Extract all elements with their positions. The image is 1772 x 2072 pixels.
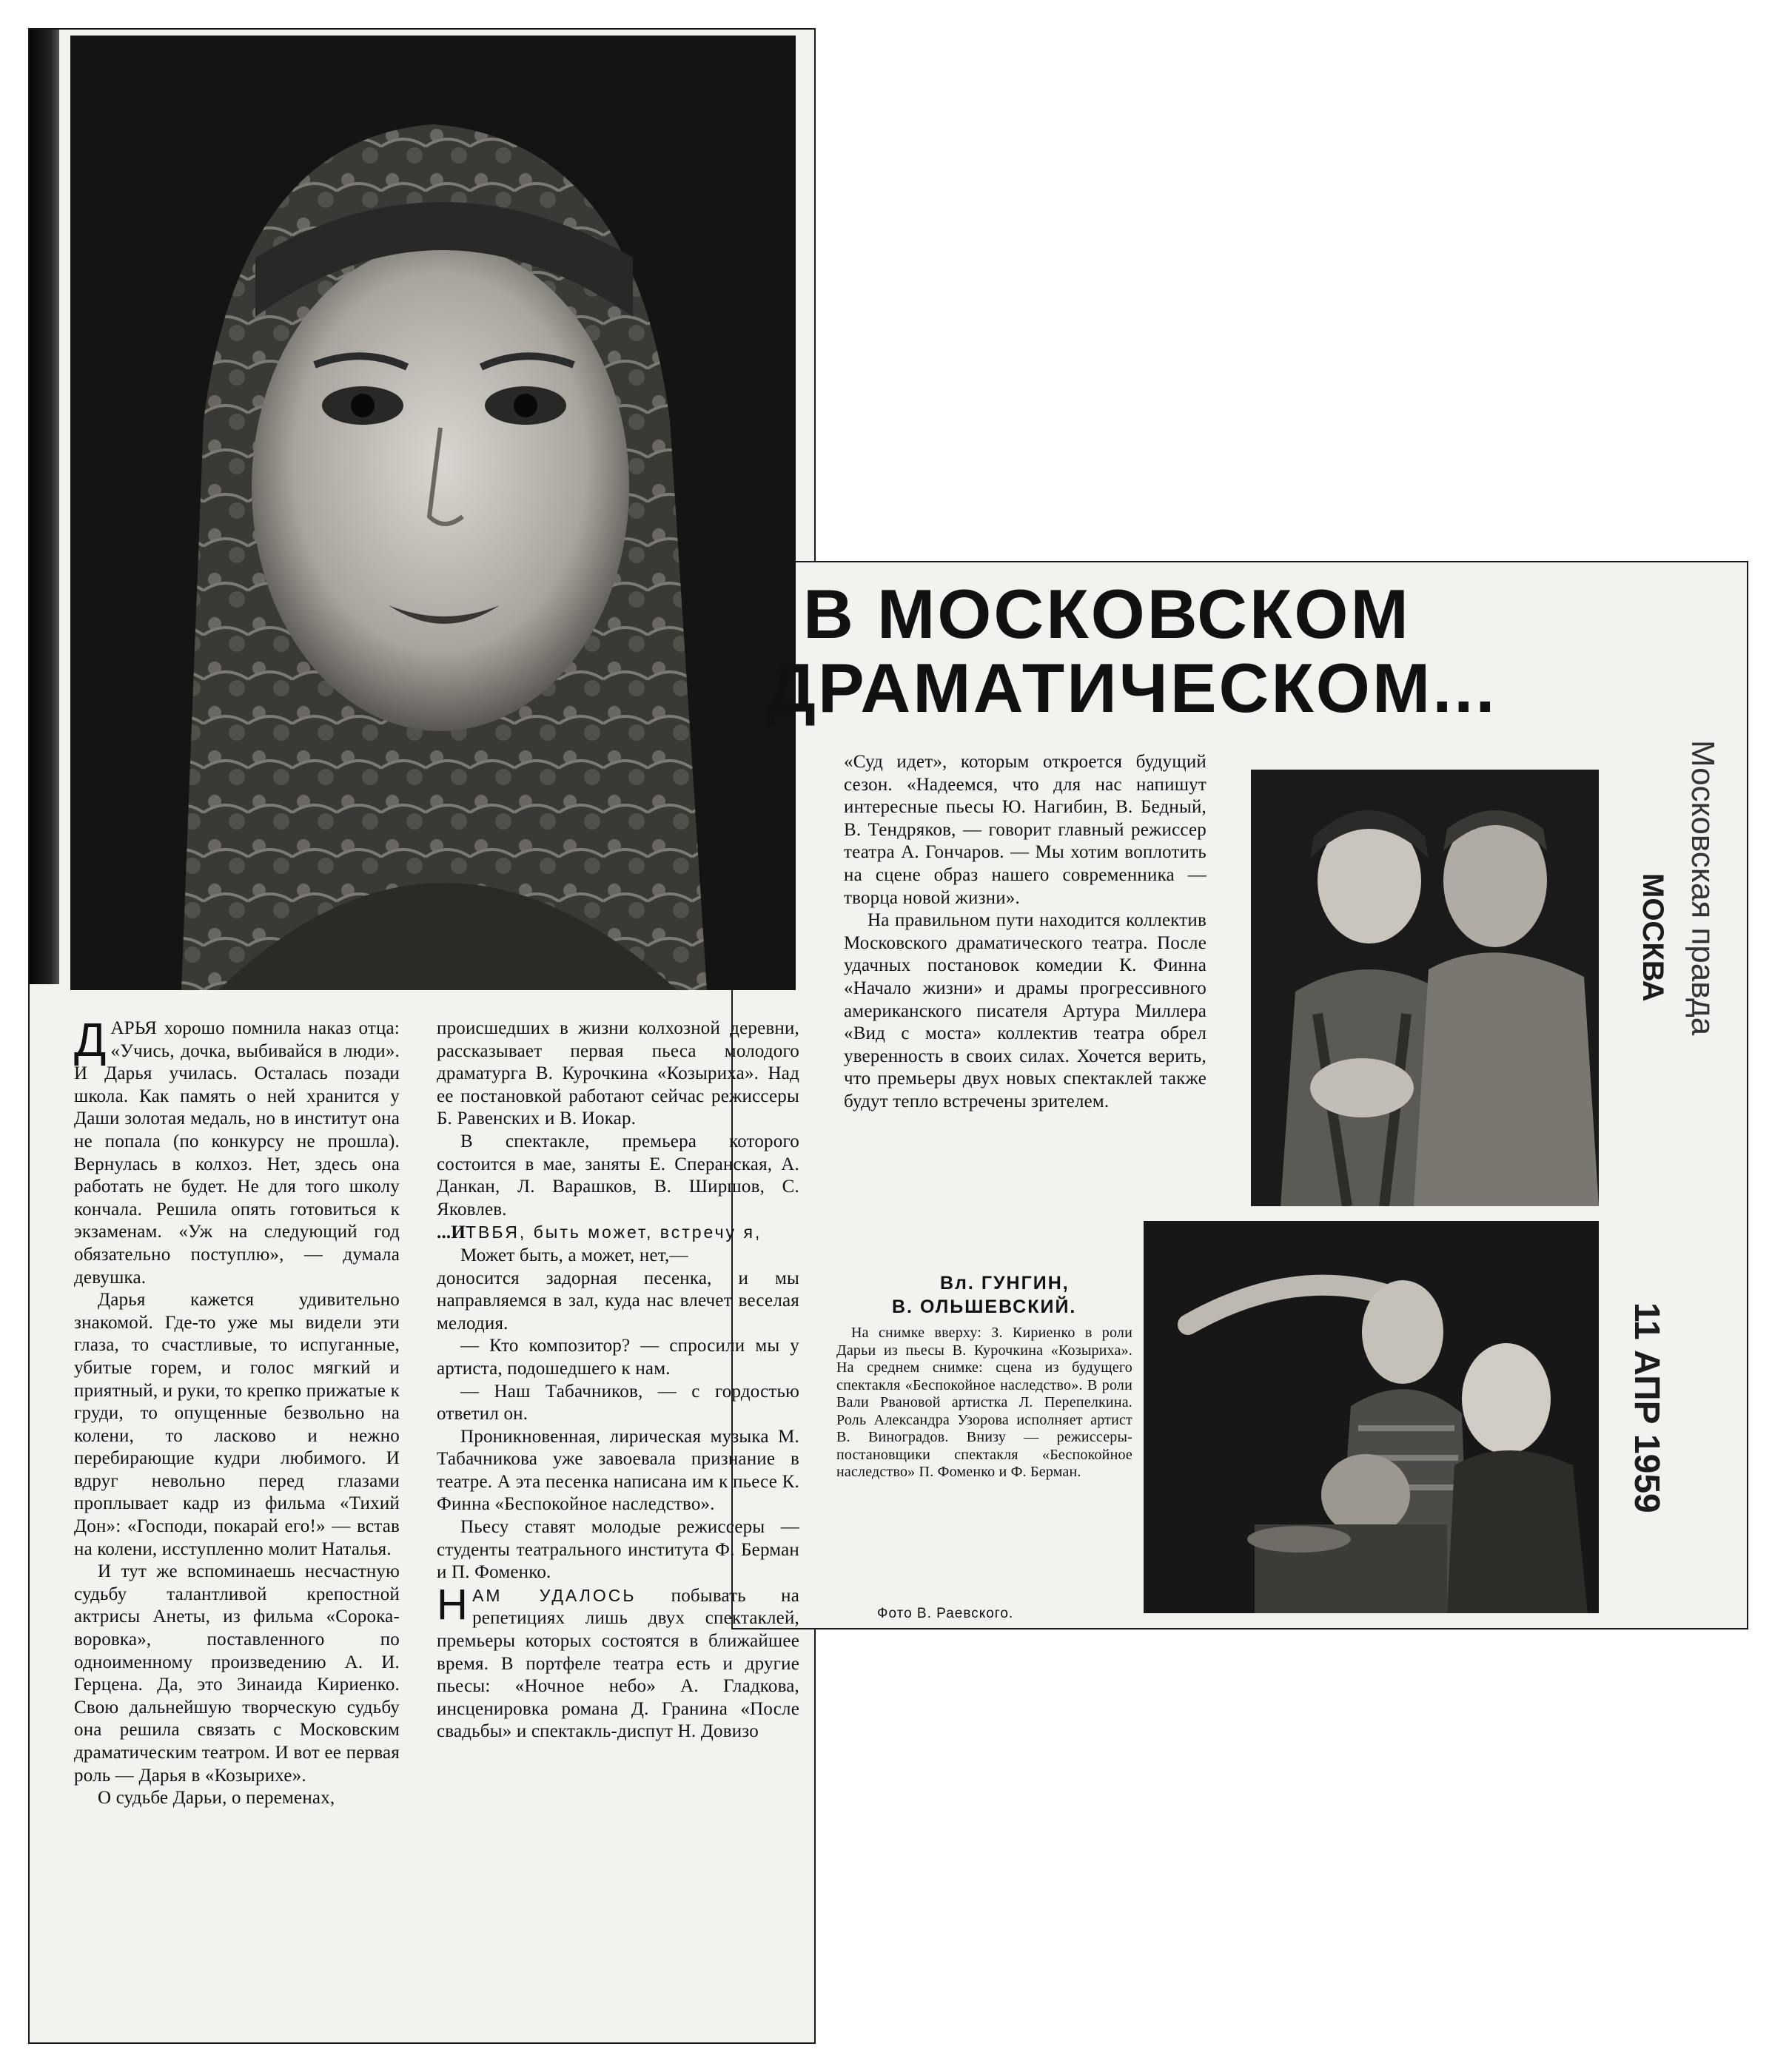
portrait-photo <box>70 36 796 990</box>
author-signature-2: В. ОЛЬШЕВСКИЙ. <box>892 1296 1077 1317</box>
scene-photo <box>1251 770 1599 1206</box>
photo-credit: Фото В. Раевского. <box>877 1606 1014 1621</box>
date-stamp: 11 АПР 1959 <box>1627 1302 1666 1513</box>
paragraph: побывать на репетициях лишь двух спектаклей, премьеры которых состоятся в ближайшее время. В портфеле театра есть и другие пьесы: «Ночное небо» А. Гладкова, инсценировка романа Д. Гранина «После свадьбы» и спектакль-диспут Н. Довизо <box>437 1585 799 1742</box>
paragraph: На правильном пути находится коллектив Московского драматического театра. После удачных постановок комедии К. Финна «Начало жизни» и драмы прогрессивного американского писателя Артура Миллера «Вид с моста» коллектив театра обрел уверенность в своих силах. Хочется верить, что премьеры двух новых спектаклей также будут тепло встречены зрителем. <box>844 910 1206 1111</box>
paragraph: Проникновенная, лирическая музыка М. Табачникова уже завоевала признание в театре. А эта песенка написана им к пьесе К. Финна «Беспокойное наследство». <box>437 1426 799 1515</box>
paragraph: О судьбе Дарьи, о переменах, <box>98 1788 335 1809</box>
drop-cap: Д <box>74 1013 107 1066</box>
paragraph: Пьесу ставят молодые режиссеры — студенты театрального института Ф. Берман и П. Фоменко. <box>437 1517 799 1583</box>
paragraph: Дарья кажется удивительно знакомой. Где-то уже мы видели эти глаза, то счастливые, то испуганные, убитые горем, и голос мягкий и приятный, и руки, то крепко прижатые к груди, то опущенные безвольно на колени, то ласково и нежно перебирающие кудри любимого. И вдруг невольно перед глазами проплывает кадр из фильма «Тихий Дон»: «Господи, покарай его!» — встав на колени, исступленно молит Наталья. <box>74 1290 400 1559</box>
paragraph: — Наш Табачников, — с гордостью ответил он. <box>437 1381 799 1424</box>
song-prefix: ...И <box>437 1222 466 1243</box>
paragraph: «Суд идет», которым откроется будущий сезон. «Надеемся, что для нас напишут интересные пьесы Ю. Нагибин, В. Бедный, В. Тендряков, — говорит главный режиссер театра А. Гончаров. — Мы хотим воплотить на сцене образ нашего современника — творца новой жизни». <box>844 752 1206 908</box>
paragraph: АРЬЯ хорошо помнила наказ отца: «Учись, дочка, выбивайся в люди». И Дарья училась. Осталась позади школа. Как память о ней хранится у Даши золотая медаль, но в институт она не попала (по конкурсу не прошла). Вернулась в колхоз. Нет, здесь она работать не будет. Не для того школу кончала. Решила опять готовиться к экзаменам. «Уж на следующий год обязательно поступлю», — думала девушка. <box>74 1018 400 1288</box>
paragraph: доносится задорная песенка, и мы направляемся в зал, куда нас влечет веселая мелодия. <box>437 1268 799 1333</box>
city-stamp: МОСКВА <box>1637 873 1669 1002</box>
paragraph: В спектакле, премьера которого состоится в мае, заняты Е. Сперанская, А. Данкан, Л. Варашков, В. Ширшов, С. Яковлев. <box>437 1131 799 1220</box>
newspaper-stamp: Московская правда <box>1685 740 1721 1036</box>
paragraph: — Кто композитор? — спросили мы у артиста, подошедшего к нам. <box>437 1336 799 1379</box>
article-column-3 <box>844 751 1206 1114</box>
scan-shadow-edge <box>30 30 59 984</box>
article-column-1 <box>74 1013 400 1810</box>
drop-cap: Н <box>437 1580 469 1629</box>
photo-caption <box>836 1325 1132 1481</box>
headline <box>766 577 1617 725</box>
paragraph: И тут же вспоминаешь несчастную судьбу талантливой крепостной актрисы Анеты, из фильма «Сорока-воровка», поставленного по одноименному произведению А. И. Герцена. Да, это Зинаида Кириенко. Свою дальнейшую творческую судьбу она решила связать с Московским драматическим театром. И вот ее первая роль — Дарья в «Козырихе». <box>74 1561 400 1786</box>
article-column-2 <box>437 1018 799 1743</box>
author-signature-1: Вл. ГУНГИН, <box>940 1273 1070 1294</box>
song-line: ТВБЯ, быть может, встречу я, <box>466 1222 762 1242</box>
song-line: Может быть, а может, нет,— <box>460 1245 688 1265</box>
directors-photo <box>1144 1221 1599 1613</box>
lead-in: АМ УДАЛОСЬ <box>472 1585 637 1605</box>
headline-line-2: ДРАМАТИЧЕСКОМ... <box>766 649 1497 727</box>
caption-text: На снимке вверху: З. Кириенко в роли Дарьи из пьесы В. Курочкина «Козыриха». На среднем снимке: сцена из будущего спектакля «Беспокойное наследство». В роли Вали Рвановой артистка Л. Перепелкина. Роль Александра Узорова исполняет артист В. Виноградов. Внизу — режиссеры-постановщики спектакля «Беспокойное наследство» П. Фоменко и Ф. Берман. <box>836 1325 1132 1480</box>
headline-line-1: В МОСКОВСКОМ <box>803 575 1411 653</box>
paragraph: происшедших в жизни колхозной деревни, рассказывает первая пьеса молодого драматурга В. Курочкина «Козыриха». Над ее постановкой работают сейчас режиссеры Б. Равенских и В. Иокар. <box>437 1018 799 1129</box>
